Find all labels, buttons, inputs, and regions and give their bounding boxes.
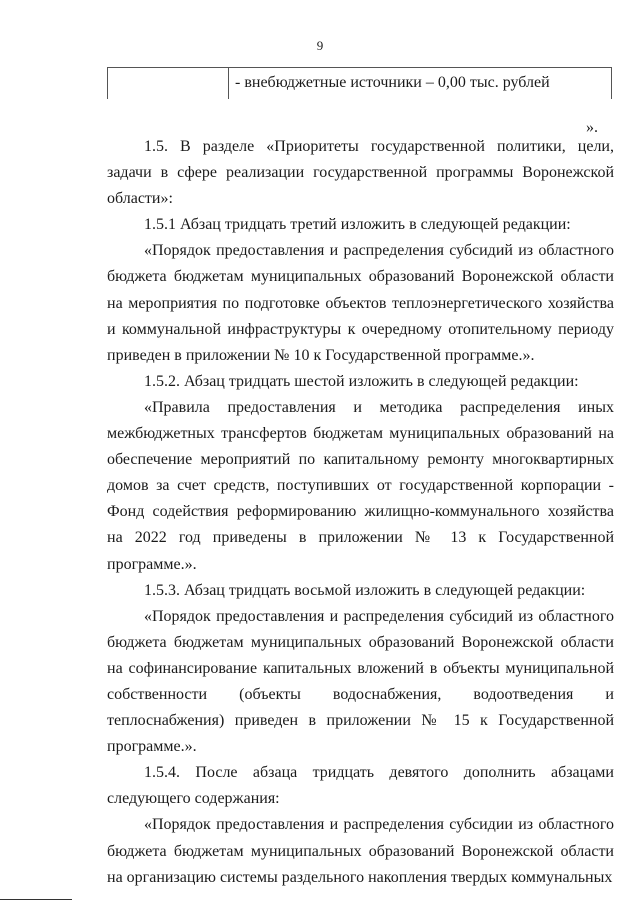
paragraph-1-5-4-text: «Порядок предоставления и распределения субсидии из областного бюджета бюджетам муниципальных образований Воронежской области на организацию системы раздельного накопления твердых коммунальных [107, 816, 614, 886]
paragraph-1-5: 1.5. В разделе «Приоритеты государственной политики, цели, задачи в сфере реализации государственной программы Воронежской области»: [107, 138, 614, 208]
paragraph-1-5-4: 1.5.4. После абзаца тридцать девятого дополнить абзацами следующего содержания: [107, 764, 614, 808]
paragraph-1-5-1-text: «Порядок предоставления и распределения субсидий из областного бюджета бюджетам муниципальных образований Воронежской области на мероприятия по подготовке объектов теплоэнергетического хозяйства и коммунальной инфраструктуры к очередному отопительному периоду приведен в приложении № 10 к Государственной программе.». [107, 242, 614, 364]
table-cell-empty [108, 68, 229, 99]
paragraph-1-5-2: 1.5.2. Абзац тридцать шестой изложить в следующей редакции: [144, 372, 579, 390]
footnote-rule [0, 899, 72, 900]
paragraph-1-5-3: 1.5.3. Абзац тридцать восьмой изложить в следующей редакции: [144, 581, 586, 599]
table-cell-funding-source: - внебюджетные источники – 0,00 тыс. рублей [235, 74, 550, 91]
document-body [107, 134, 614, 891]
quote-close-mark: ». [586, 119, 598, 136]
paragraph-1-5-2-text: «Правила предоставления и методика распределения иных межбюджетных трансфертов бюджетам муниципальных образований на обеспечение мероприятий по капитальному ремонту многоквартирных домов за счет средств, поступивших от государственной корпорации - Фонд содействия реформированию жилищно-коммунального хозяйства на 2022 год приведены в приложении № 13 к Государственной программе.». [107, 398, 614, 573]
paragraph-1-5-3-text: «Порядок предоставления и распределения субсидий из областного бюджета бюджетам муниципальных образований Воронежской области на софинансирование капитальных вложений в объекты муниципальной собственности (объекты водоснабжения, водоотведения и теплоснабжения) приведен в приложении № 15 к Государственной программе.». [107, 607, 614, 756]
paragraph-1-5-1: 1.5.1 Абзац тридцать третий изложить в следующей редакции: [144, 216, 571, 234]
page-number: 9 [316, 38, 324, 53]
budget-table [107, 67, 612, 99]
